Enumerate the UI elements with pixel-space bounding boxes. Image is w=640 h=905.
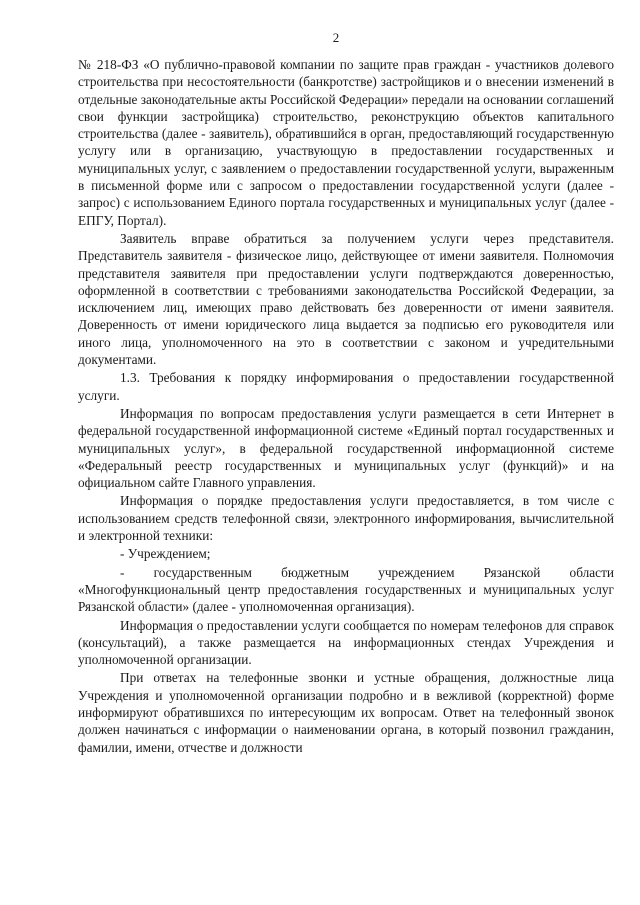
paragraph: Информация о предоставлении услуги сообщается по номерам телефонов для справок (консультаций), а также размещается на информационных стендах Учреждения и уполномоченной организации. (78, 617, 614, 668)
paragraph: При ответах на телефонные звонки и устные обращения, должностные лица Учреждения и уполномоченной организации подробно и в вежливой (корректной) форме информируют обратившихся по интересующим их вопросам. Ответ на телефонный звонок должен начинаться с информации о наименовании органа, в который позвонил гражданин, фамилии, имени, отчестве и должности (78, 670, 614, 755)
paragraph: 1.3. Требования к порядку информирования о предоставлении государственной услуги. (78, 370, 614, 403)
paragraph: Заявитель вправе обратиться за получением услуги через представителя. Представитель заявителя - физическое лицо, действующее от имени заявителя. Полномочия представителя заявителя при предоставлении услуги подтверждаются доверенностью, оформленной в соответствии с требованиями законодательства Российской Федерации, за исключением лиц, имеющих право действовать без доверенности от имени заявителя. Доверенность от имени юридического лица выдается за подписью его руководителя или иного лица, уполномоченного на это в соответствии с законом и учредительными документами. (78, 230, 614, 368)
paragraph: - государственным бюджетным учреждением Рязанской области «Многофункциональный центр предоставления государственных и муниципальных услуг Рязанской области» (далее - уполномоченная организация). (78, 564, 614, 615)
paragraph: - Учреждением; (120, 546, 211, 562)
paragraph: Информация по вопросам предоставления услуги размещается в сети Интернет в федеральной государственной информационной системе «Единый портал государственных и муниципальных услуг», в федеральной государственной информационной системе «Федеральный реестр государственных и муниципальных услуг (функций)» и на официальном сайте Главного управления. (78, 405, 614, 491)
document-body (78, 56, 614, 756)
paragraph: Информация о порядке предоставления услуги предоставляется, в том числе с использованием средств телефонной связи, электронного информирования, вычислительной и электронной техники: (78, 493, 614, 544)
page-number: 2 (332, 30, 340, 45)
paragraph: № 218-ФЗ «О публично-правовой компании по защите прав граждан - участников долевого строительства при несостоятельности (банкротстве) застройщиков и о внесении изменений в отдельные законодательные акты Российской Федерации» передали на основании соглашений свои функции застройщика) строительство, реконструкцию объектов капитального строительства (далее - заявитель), обратившийся в орган, предоставляющий государственную услугу или в организацию, участвующую в предоставлении государственных и муниципальных услуг, с заявлением о предоставлении государственной услуги, выраженным в письменной форме или с запросом о предоставлении государственной услуги (далее - запрос) с использованием Единого портала государственных и муниципальных услуг (далее - ЕПГУ, Портал). (78, 57, 614, 228)
